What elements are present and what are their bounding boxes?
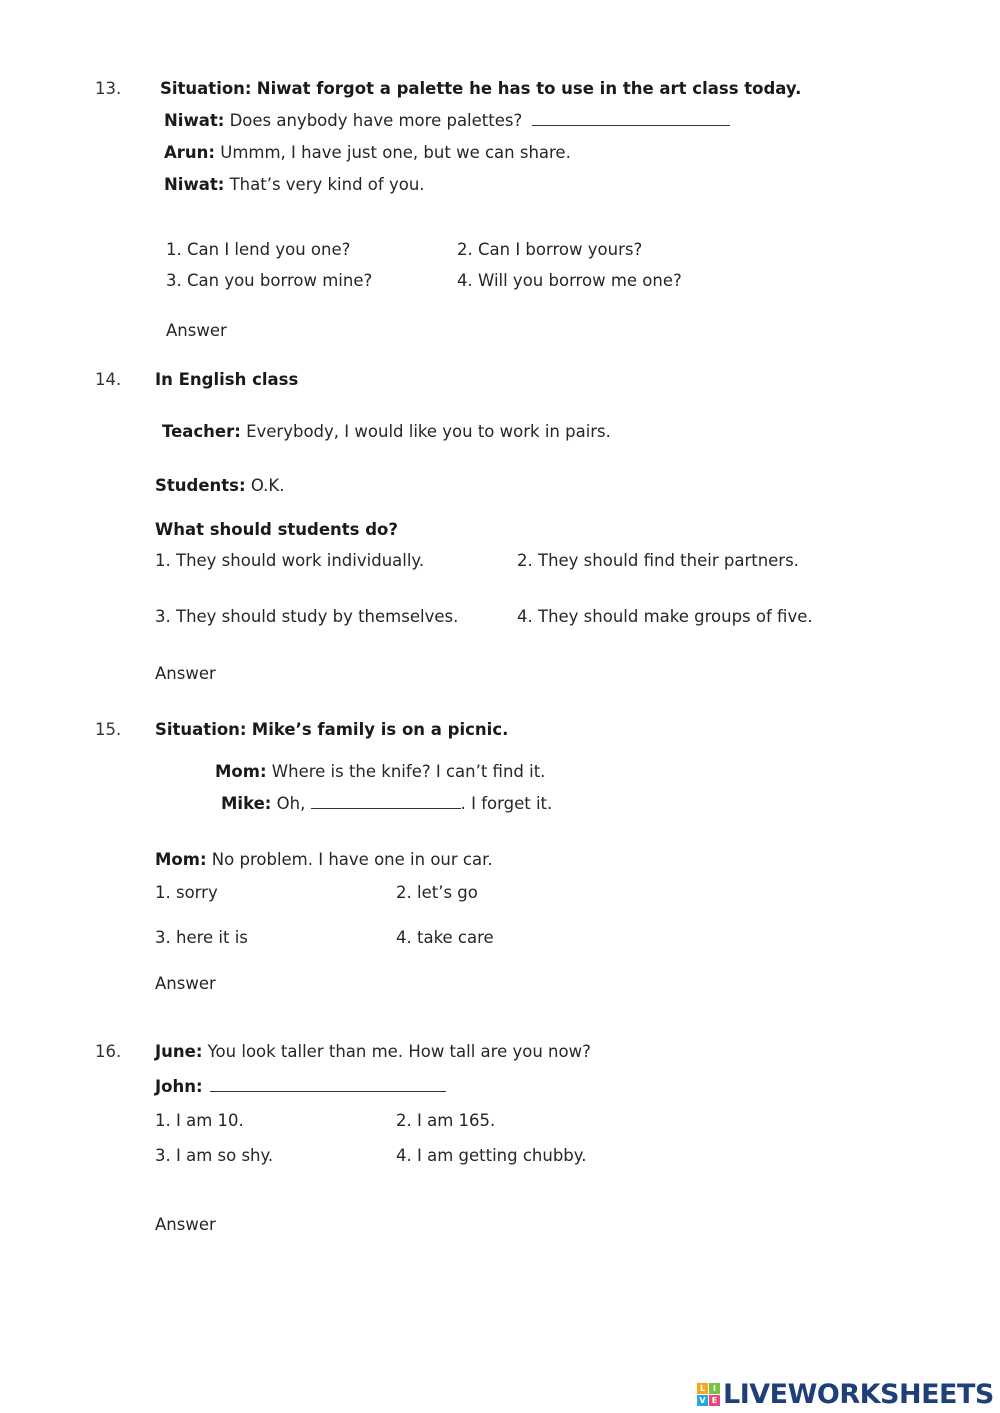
answer-label: Answer	[155, 974, 216, 993]
option[interactable]: 2. let’s go	[396, 883, 478, 902]
answer-blank[interactable]	[311, 794, 461, 809]
speaker: John:	[155, 1077, 203, 1096]
option[interactable]: 4. I am getting chubby.	[396, 1146, 587, 1165]
option[interactable]: 3. I am so shy.	[155, 1146, 274, 1165]
option[interactable]: 1. sorry	[155, 883, 218, 902]
dialogue-line	[162, 421, 611, 443]
speaker: Students:	[155, 476, 246, 495]
option[interactable]: 3. here it is	[155, 928, 248, 947]
option[interactable]: 4. Will you borrow me one?	[457, 271, 682, 290]
situation-line	[160, 78, 801, 100]
question-number: 15.	[95, 720, 122, 739]
dialogue-line	[215, 761, 545, 783]
logo-cube: V	[697, 1395, 708, 1406]
logo-cubes-icon	[697, 1383, 720, 1406]
answer-blank[interactable]	[210, 1077, 446, 1092]
speaker: Mom:	[215, 762, 267, 781]
option[interactable]: 3. They should study by themselves.	[155, 607, 459, 626]
answer-label: Answer	[155, 664, 216, 683]
dialogue-line	[164, 174, 425, 196]
option[interactable]: 1. They should work individually.	[155, 551, 425, 570]
dialogue-line	[164, 142, 571, 164]
dialogue-line	[155, 1041, 591, 1063]
situation-label: Situation:	[160, 79, 252, 98]
question-number: 16.	[95, 1042, 122, 1061]
situation-text: Niwat forgot a palette he has to use in the art class today.	[256, 79, 802, 98]
dialogue-text: Ummm, I have just one, but we can share.	[220, 143, 571, 162]
option[interactable]: 2. They should find their partners.	[517, 551, 799, 570]
speaker: Arun:	[164, 143, 215, 162]
logo-cube: L	[697, 1383, 708, 1394]
logo-cube: I	[709, 1383, 720, 1394]
liveworksheets-logo[interactable]	[697, 1376, 994, 1412]
dialogue-text: Oh,	[276, 794, 306, 813]
dialogue-text: No problem. I have one in our car.	[211, 850, 493, 869]
dialogue-line	[221, 793, 552, 815]
dialogue-text: O.K.	[250, 476, 285, 495]
answer-label: Answer	[155, 1215, 216, 1234]
logo-cube: E	[709, 1395, 720, 1406]
speaker: Niwat:	[164, 175, 225, 194]
situation-line	[155, 719, 508, 741]
dialogue-text: . I forget it.	[460, 794, 553, 813]
question-number: 13.	[95, 79, 122, 98]
dialogue-line	[155, 849, 493, 871]
option[interactable]: 1. Can I lend you one?	[166, 240, 351, 259]
option[interactable]: 2. I am 165.	[396, 1111, 496, 1130]
dialogue-line	[155, 1076, 446, 1098]
question-prompt: What should students do?	[155, 520, 398, 539]
speaker: Teacher:	[162, 422, 241, 441]
dialogue-text: Everybody, I would like you to work in pairs.	[246, 422, 611, 441]
dialogue-line	[164, 110, 730, 132]
option[interactable]: 4. They should make groups of five.	[517, 607, 813, 626]
speaker: Mike:	[221, 794, 272, 813]
dialogue-text: Where is the knife? I can’t find it.	[271, 762, 546, 781]
dialogue-text: You look taller than me. How tall are you now?	[207, 1042, 591, 1061]
answer-blank[interactable]	[532, 111, 730, 126]
option[interactable]: 3. Can you borrow mine?	[166, 271, 373, 290]
speaker: Mom:	[155, 850, 207, 869]
situation-label: Situation:	[155, 720, 247, 739]
option[interactable]: 2. Can I borrow yours?	[457, 240, 643, 259]
dialogue-text: Does anybody have more palettes?	[229, 111, 523, 130]
answer-label: Answer	[166, 321, 227, 340]
option[interactable]: 1. I am 10.	[155, 1111, 244, 1130]
dialogue-line	[155, 475, 284, 497]
logo-text: LIVEWORKSHEETS	[723, 1378, 994, 1410]
question-number: 14.	[95, 370, 122, 389]
question-heading: In English class	[155, 370, 299, 389]
dialogue-text: That’s very kind of you.	[229, 175, 425, 194]
option[interactable]: 4. take care	[396, 928, 494, 947]
situation-text: Mike’s family is on a picnic.	[251, 720, 509, 739]
speaker: Niwat:	[164, 111, 225, 130]
speaker: June:	[155, 1042, 203, 1061]
